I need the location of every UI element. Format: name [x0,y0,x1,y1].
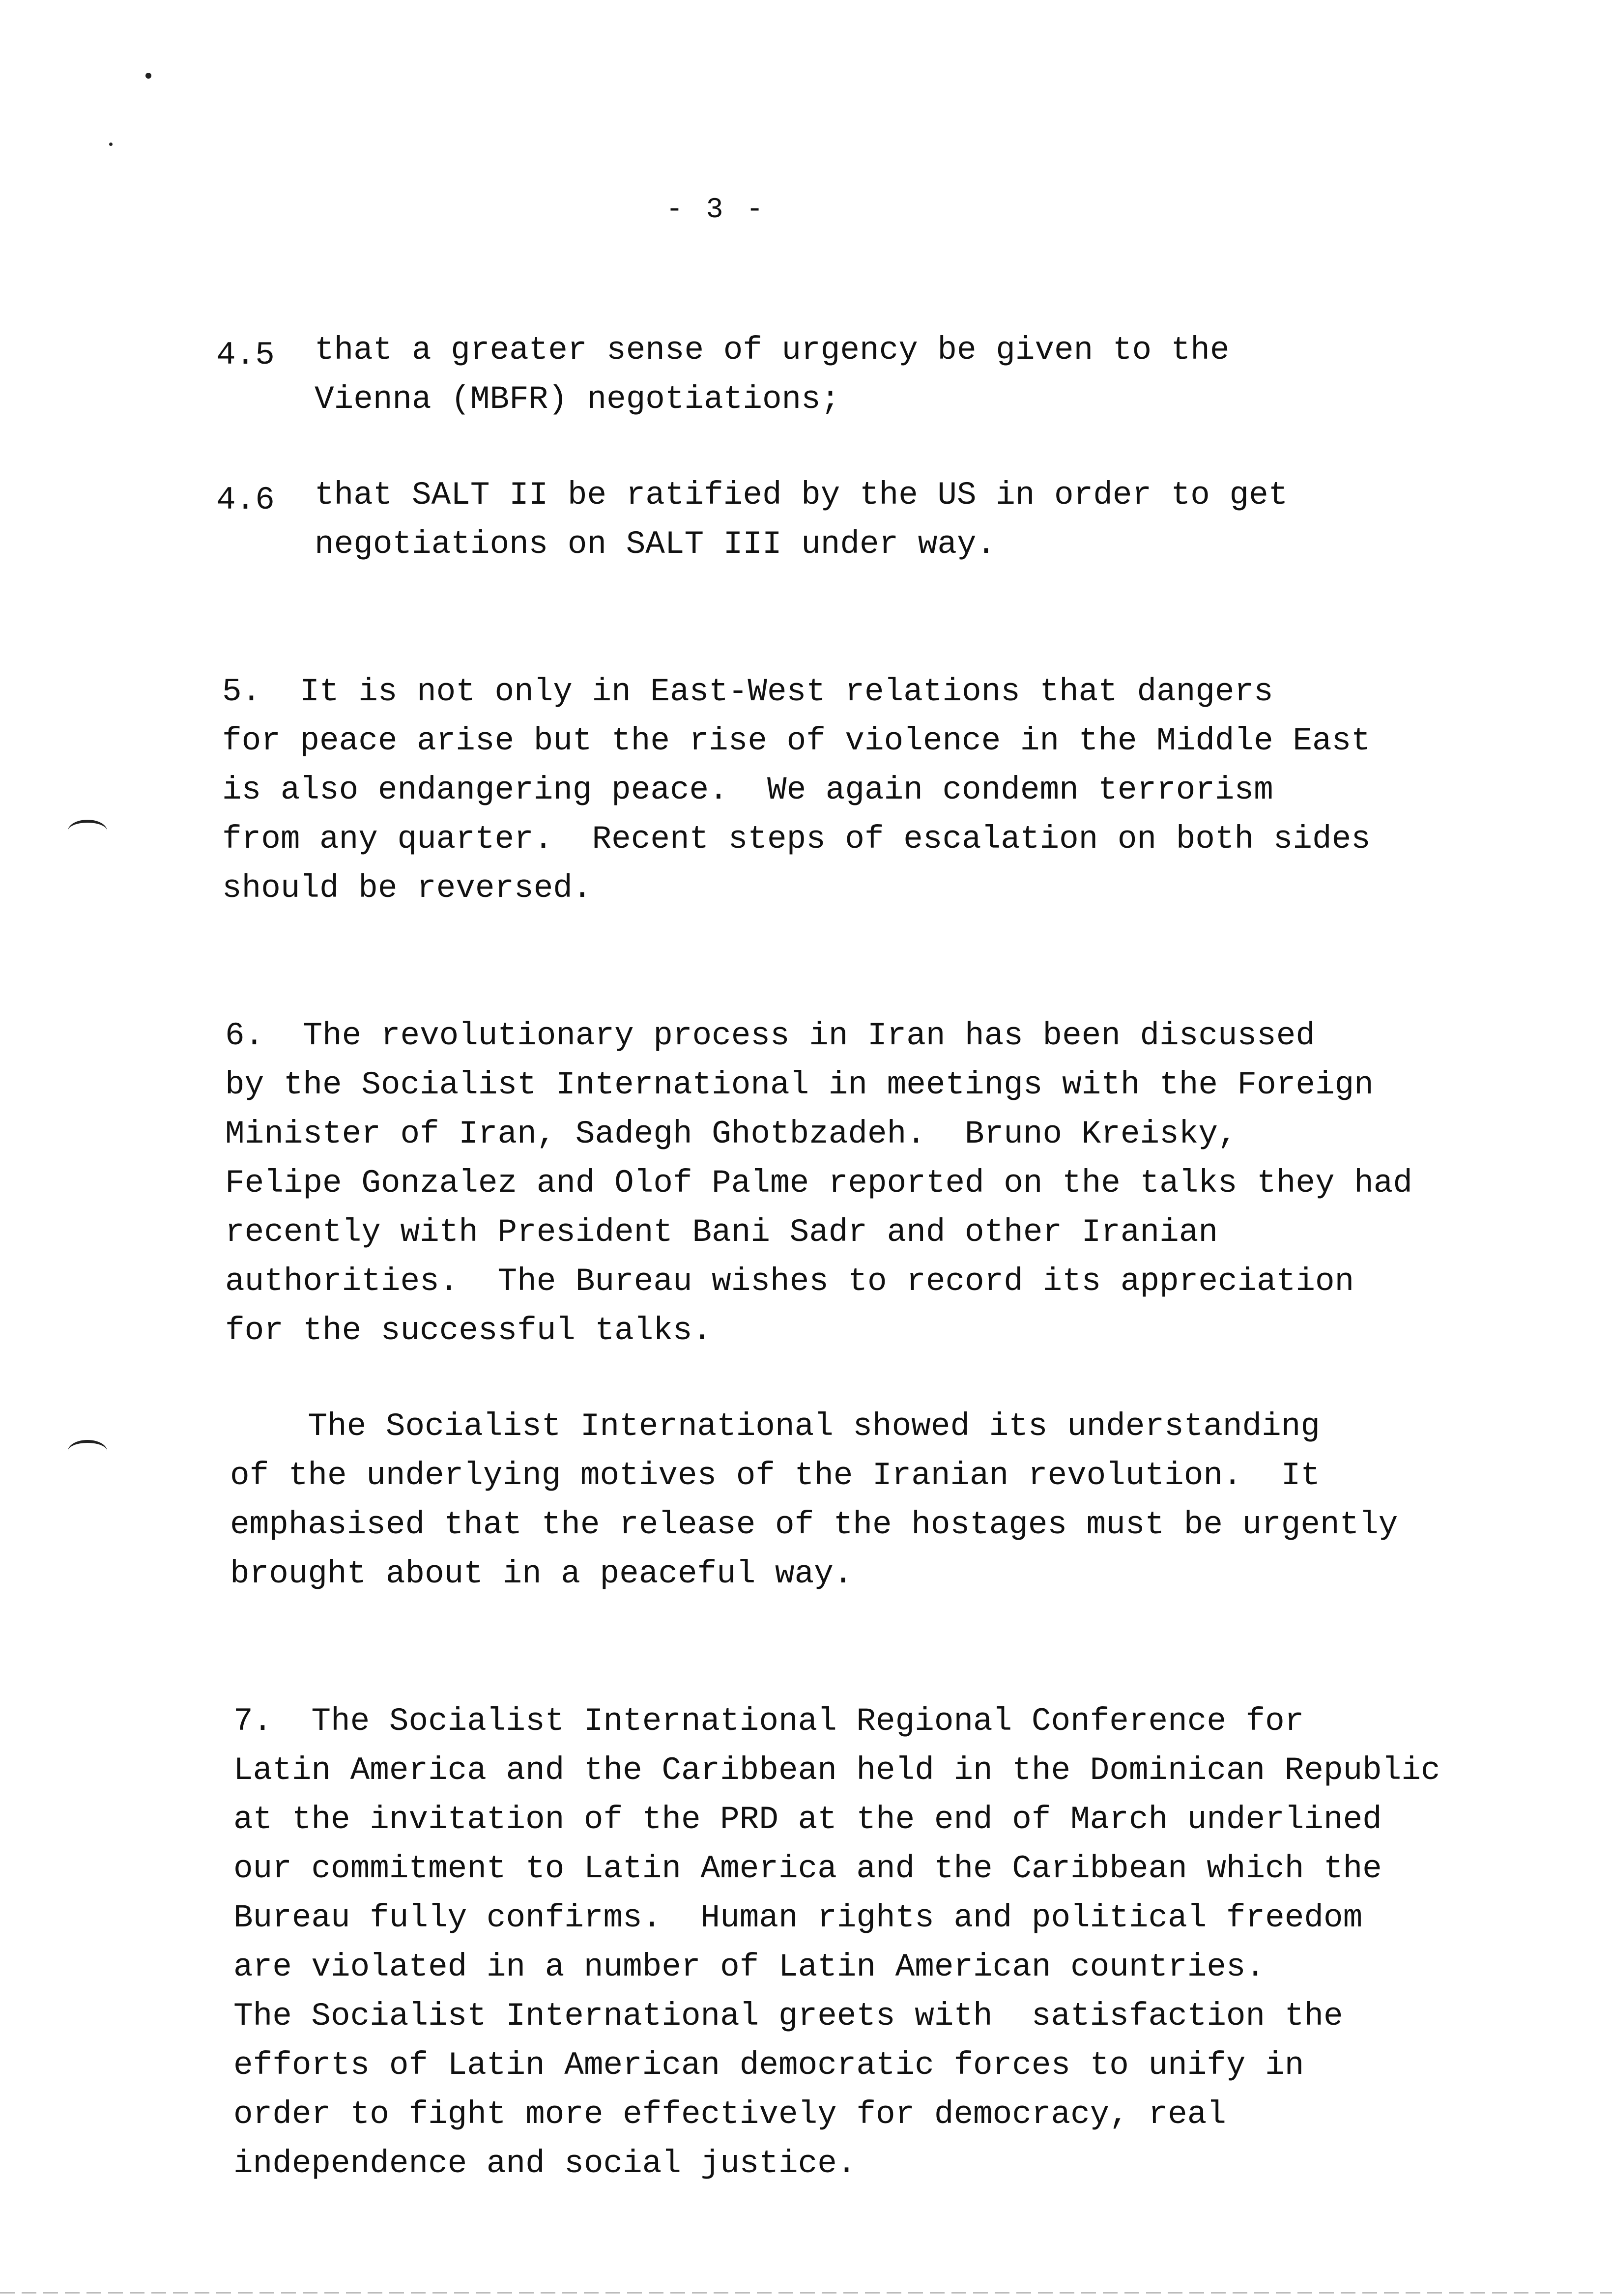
paragraph-6-line: 6. The revolutionary process in Iran has been discussed [225,1017,1315,1054]
paragraph-7-line: Latin America and the Caribbean held in the Dominican Republic [233,1752,1440,1789]
paragraph-7-line: are violated in a number of Latin American countries. [233,1949,1266,1985]
paragraph-5-line: is also endangering peace. We again condemn terrorism [222,772,1273,808]
paragraph-7-line: The Socialist International greets with satisfaction the [233,1998,1343,2035]
paragraph-7-line: efforts of Latin American democratic forces to unify in [233,2047,1304,2084]
paragraph-6-line: recently with President Bani Sadr and other Iranian [225,1214,1218,1251]
paragraph-6b-line: emphasised that the release of the hostages must be urgently [230,1506,1398,1543]
item-line: negotiations on SALT III under way. [315,526,996,563]
paragraph-6-line: by the Socialist International in meetings with the Foreign [225,1066,1374,1103]
item-number: 4.5 [216,337,275,373]
paragraph-7-line: our commitment to Latin America and the Caribbean which the [233,1850,1382,1887]
paragraph-7-line: Bureau fully confirms. Human rights and political freedom [233,1899,1363,1936]
paragraph-6-line: Minister of Iran, Sadegh Ghotbzadeh. Bruno Kreisky, [225,1116,1238,1152]
paragraph-6b-line: of the underlying motives of the Iranian revolution. It [230,1457,1320,1494]
paragraph-6b-line: brought about in a peaceful way. [230,1555,853,1592]
paragraph-6-line: authorities. The Bureau wishes to record its appreciation [225,1263,1354,1300]
page-number: - 3 - [666,194,767,226]
scan-edge-rule [0,2292,1612,2294]
paragraph-7-line: independence and social justice. [233,2145,857,2182]
paragraph-7-line: 7. The Socialist International Regional Conference for [233,1703,1304,1740]
paragraph-5-line: for peace arise but the rise of violence in the Middle East [222,722,1371,759]
margin-mark [68,820,107,842]
item-line: that a greater sense of urgency be given to the [315,332,1230,369]
scan-speck [145,73,151,79]
item-line: Vienna (MBFR) negotiations; [315,381,840,418]
item-number: 4.6 [216,482,275,518]
scan-speck [109,143,113,146]
item-line: that SALT II be ratified by the US in order to get [315,477,1288,514]
paragraph-5-line: from any quarter. Recent steps of escalation on both sides [222,821,1371,858]
paragraph-6-line: Felipe Gonzalez and Olof Palme reported on the talks they had [225,1165,1412,1202]
paragraph-5-line: 5. It is not only in East-West relations that dangers [222,673,1273,710]
paragraph-7-line: at the invitation of the PRD at the end of March underlined [233,1801,1382,1838]
paragraph-6b-line: The Socialist International showed its understanding [230,1408,1320,1445]
paragraph-5-line: should be reversed. [222,870,592,907]
paragraph-7-line: order to fight more effectively for democracy, real [233,2096,1226,2133]
paragraph-6-line: for the successful talks. [225,1312,712,1349]
margin-mark [68,1440,107,1463]
